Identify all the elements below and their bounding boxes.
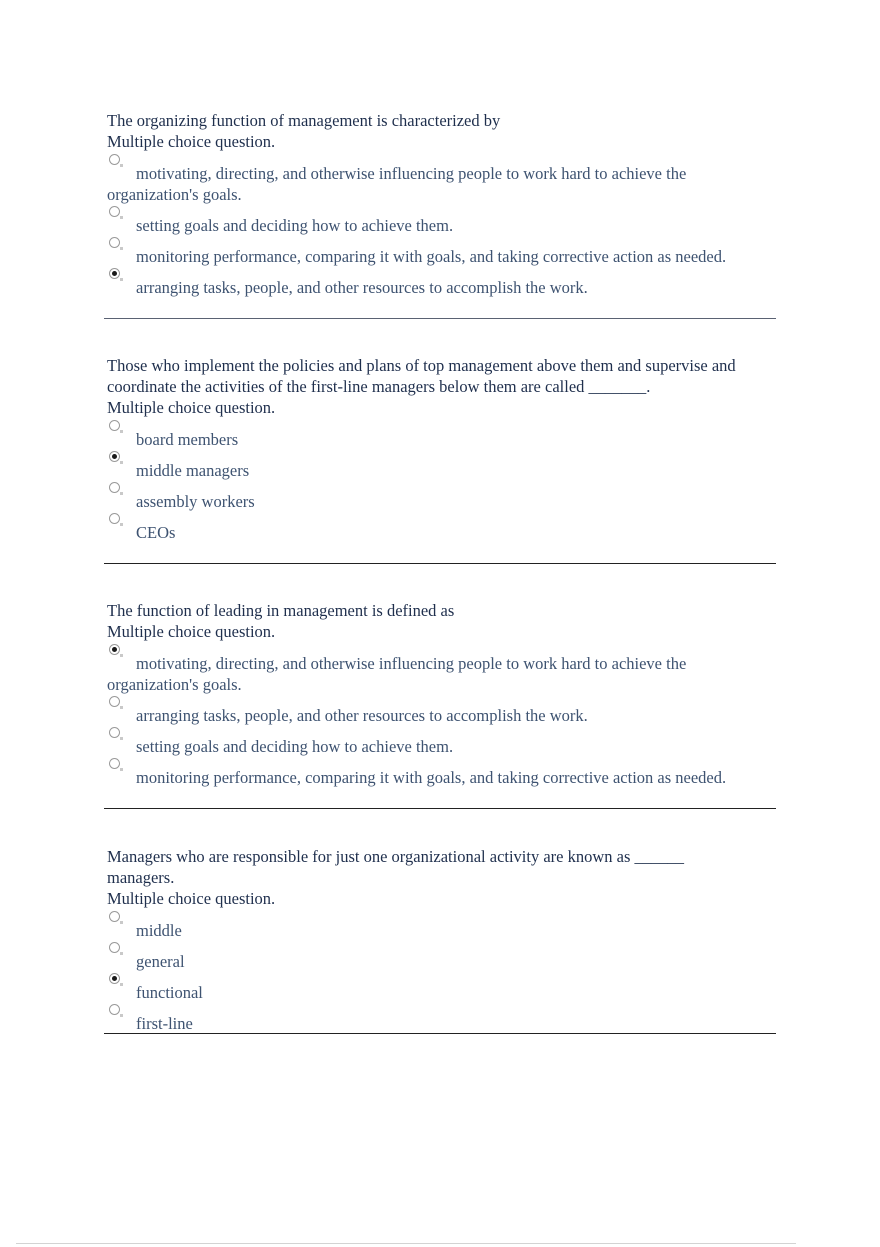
question-text: The function of leading in management is defined as [107,601,455,620]
answer-option[interactable] [104,705,776,726]
radio-selected-icon[interactable] [109,973,120,984]
radio-unselected-icon[interactable] [109,420,120,431]
option-label: general [136,952,185,971]
page-footer-rule [16,1243,796,1244]
option-label: arranging tasks, people, and other resources to accomplish the work. [136,706,588,725]
radio-unselected-icon[interactable] [109,206,120,217]
radio-selected-icon[interactable] [109,644,120,655]
question-text: Managers who are responsible for just one organizational activity are known as ______ managers. [107,847,685,887]
answer-option[interactable] [104,736,776,757]
radio-unselected-icon[interactable] [109,942,120,953]
radio-unselected-icon[interactable] [109,237,120,248]
question-type-label: Multiple choice question. [107,398,276,417]
radio-unselected-icon[interactable] [109,758,120,769]
question-type-label: Multiple choice question. [107,132,276,151]
option-label: setting goals and deciding how to achieve them. [136,216,454,235]
radio-unselected-icon[interactable] [109,696,120,707]
answer-option[interactable] [104,491,776,512]
radio-unselected-icon[interactable] [109,154,120,165]
question-divider [104,808,776,809]
option-label: monitoring performance, comparing it with goals, and taking corrective action as needed. [136,247,727,266]
option-label: middle managers [136,461,250,480]
question-2 [104,355,776,543]
option-label: functional [136,983,203,1002]
option-label: arranging tasks, people, and other resources to accomplish the work. [136,278,588,297]
answer-option[interactable] [104,429,776,450]
answer-option[interactable] [104,767,776,788]
radio-unselected-icon[interactable] [109,513,120,524]
question-type-label: Multiple choice question. [107,889,276,908]
answer-option[interactable] [104,215,776,236]
answer-option-selected[interactable] [104,277,776,298]
option-label: motivating, directing, and otherwise influencing people to work hard to achieve the organization's goals. [107,654,687,694]
option-label: monitoring performance, comparing it with goals, and taking corrective action as needed. [136,768,727,787]
question-divider [104,1033,776,1034]
answer-option-selected[interactable] [104,982,776,1003]
question-type-label: Multiple choice question. [107,622,276,641]
answer-option[interactable] [104,920,776,941]
answer-option-selected[interactable] [104,653,776,695]
radio-unselected-icon[interactable] [109,911,120,922]
question-text: The organizing function of management is characterized by [107,111,501,130]
option-label: setting goals and deciding how to achieve them. [136,737,454,756]
option-label: first-line [136,1014,193,1033]
question-divider [104,318,776,319]
question-1 [104,110,776,298]
answer-option[interactable] [104,1013,776,1034]
question-divider [104,563,776,564]
answer-option[interactable] [104,522,776,543]
radio-selected-icon[interactable] [109,451,120,462]
option-label: board members [136,430,239,449]
option-label: assembly workers [136,492,255,511]
radio-selected-icon[interactable] [109,268,120,279]
answer-option[interactable] [104,246,776,267]
question-4 [104,846,776,1034]
radio-unselected-icon[interactable] [109,482,120,493]
radio-unselected-icon[interactable] [109,727,120,738]
option-label: middle [136,921,182,940]
answer-option[interactable] [104,163,776,205]
radio-unselected-icon[interactable] [109,1004,120,1015]
option-label: motivating, directing, and otherwise influencing people to work hard to achieve the organization's goals. [107,164,687,204]
option-label: CEOs [136,523,176,542]
question-text: Those who implement the policies and plans of top management above them and supervise and coordinate the activities of the first-line managers below them are called _______. [107,356,736,396]
answer-option-selected[interactable] [104,460,776,481]
question-3 [104,600,776,788]
answer-option[interactable] [104,951,776,972]
